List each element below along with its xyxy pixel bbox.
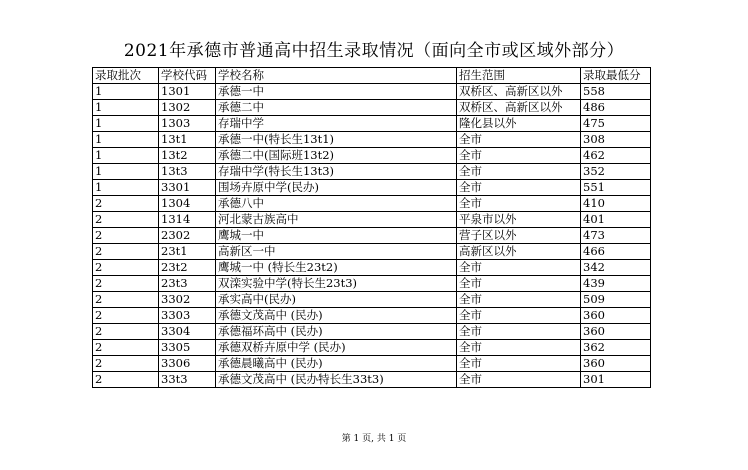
table-row xyxy=(93,292,651,308)
cell-enroll-range: 全市 xyxy=(457,260,581,276)
column-header-min-score: 录取最低分 xyxy=(581,68,651,84)
cell-enroll-range: 双桥区、高新区以外 xyxy=(457,84,581,100)
cell-school-name: 承德福环高中 (民办) xyxy=(216,324,457,340)
table-header-row xyxy=(93,68,651,84)
table-row xyxy=(93,324,651,340)
cell-school-code: 1304 xyxy=(159,196,216,212)
cell-school-name: 鹰城一中 xyxy=(216,228,457,244)
table-row xyxy=(93,244,651,260)
cell-enroll-range: 全市 xyxy=(457,196,581,212)
cell-min-score: 360 xyxy=(581,356,651,372)
cell-min-score: 352 xyxy=(581,164,651,180)
table-row xyxy=(93,212,651,228)
cell-school-code: 23t1 xyxy=(159,244,216,260)
column-header-school-name: 学校名称 xyxy=(216,68,457,84)
cell-enroll-range: 全市 xyxy=(457,308,581,324)
cell-enroll-range: 全市 xyxy=(457,340,581,356)
table-body xyxy=(93,68,651,388)
cell-enroll-range: 全市 xyxy=(457,276,581,292)
cell-min-score: 301 xyxy=(581,372,651,388)
cell-school-code: 13t3 xyxy=(159,164,216,180)
cell-min-score: 486 xyxy=(581,100,651,116)
cell-school-code: 13t1 xyxy=(159,132,216,148)
cell-school-name: 双滦实验中学(特长生23t3) xyxy=(216,276,457,292)
cell-batch: 1 xyxy=(93,84,159,100)
table-row xyxy=(93,372,651,388)
cell-min-score: 401 xyxy=(581,212,651,228)
table-row xyxy=(93,228,651,244)
cell-enroll-range: 全市 xyxy=(457,180,581,196)
cell-batch: 1 xyxy=(93,132,159,148)
cell-batch: 2 xyxy=(93,308,159,324)
table-row xyxy=(93,148,651,164)
cell-school-name: 围场卉原中学(民办) xyxy=(216,180,457,196)
cell-school-code: 3301 xyxy=(159,180,216,196)
cell-batch: 2 xyxy=(93,212,159,228)
cell-min-score: 360 xyxy=(581,324,651,340)
table-row xyxy=(93,180,651,196)
cell-enroll-range: 营子区以外 xyxy=(457,228,581,244)
cell-min-score: 473 xyxy=(581,228,651,244)
cell-enroll-range: 隆化县以外 xyxy=(457,116,581,132)
cell-batch: 2 xyxy=(93,276,159,292)
cell-enroll-range: 全市 xyxy=(457,372,581,388)
cell-school-name: 河北蒙古族高中 xyxy=(216,212,457,228)
cell-school-name: 鹰城一中 (特长生23t2) xyxy=(216,260,457,276)
cell-batch: 2 xyxy=(93,372,159,388)
cell-school-name: 承德文茂高中 (民办特长生33t3) xyxy=(216,372,457,388)
table-row xyxy=(93,100,651,116)
cell-school-code: 3305 xyxy=(159,340,216,356)
cell-school-code: 1303 xyxy=(159,116,216,132)
cell-min-score: 439 xyxy=(581,276,651,292)
column-header-enroll-range: 招生范围 xyxy=(457,68,581,84)
table-row xyxy=(93,164,651,180)
cell-school-code: 13t2 xyxy=(159,148,216,164)
cell-min-score: 360 xyxy=(581,308,651,324)
cell-school-name: 存瑞中学 xyxy=(216,116,457,132)
cell-school-name: 承德文茂高中 (民办) xyxy=(216,308,457,324)
table-row xyxy=(93,196,651,212)
cell-school-code: 33t3 xyxy=(159,372,216,388)
page-footer: 第 1 页, 共 1 页 xyxy=(341,434,407,444)
cell-batch: 1 xyxy=(93,148,159,164)
table-row xyxy=(93,116,651,132)
cell-min-score: 475 xyxy=(581,116,651,132)
cell-enroll-range: 平泉市以外 xyxy=(457,212,581,228)
cell-min-score: 362 xyxy=(581,340,651,356)
cell-enroll-range: 全市 xyxy=(457,148,581,164)
cell-enroll-range: 全市 xyxy=(457,356,581,372)
cell-batch: 1 xyxy=(93,164,159,180)
cell-school-code: 1301 xyxy=(159,84,216,100)
admission-table xyxy=(92,67,651,388)
cell-min-score: 342 xyxy=(581,260,651,276)
cell-enroll-range: 全市 xyxy=(457,324,581,340)
cell-school-code: 23t3 xyxy=(159,276,216,292)
table-row xyxy=(93,276,651,292)
cell-batch: 2 xyxy=(93,340,159,356)
cell-school-code: 23t2 xyxy=(159,260,216,276)
cell-school-name: 承德八中 xyxy=(216,196,457,212)
cell-min-score: 558 xyxy=(581,84,651,100)
cell-enroll-range: 全市 xyxy=(457,164,581,180)
cell-enroll-range: 高新区以外 xyxy=(457,244,581,260)
cell-batch: 2 xyxy=(93,260,159,276)
cell-batch: 2 xyxy=(93,228,159,244)
table-row xyxy=(93,356,651,372)
table-row xyxy=(93,308,651,324)
cell-batch: 2 xyxy=(93,244,159,260)
table-row xyxy=(93,260,651,276)
cell-school-code: 3304 xyxy=(159,324,216,340)
cell-min-score: 551 xyxy=(581,180,651,196)
cell-batch: 2 xyxy=(93,356,159,372)
table-row xyxy=(93,84,651,100)
cell-batch: 1 xyxy=(93,100,159,116)
column-header-batch: 录取批次 xyxy=(93,68,159,84)
cell-batch: 1 xyxy=(93,180,159,196)
cell-school-code: 3303 xyxy=(159,308,216,324)
column-header-school-code: 学校代码 xyxy=(159,68,216,84)
cell-batch: 2 xyxy=(93,324,159,340)
cell-min-score: 410 xyxy=(581,196,651,212)
cell-min-score: 308 xyxy=(581,132,651,148)
cell-batch: 2 xyxy=(93,292,159,308)
cell-school-name: 承德二中(国际班13t2) xyxy=(216,148,457,164)
cell-school-name: 承德双桥卉原中学 (民办) xyxy=(216,340,457,356)
table-row xyxy=(93,340,651,356)
cell-school-name: 高新区一中 xyxy=(216,244,457,260)
cell-school-name: 承德二中 xyxy=(216,100,457,116)
cell-school-code: 1302 xyxy=(159,100,216,116)
cell-school-code: 1314 xyxy=(159,212,216,228)
cell-school-code: 2302 xyxy=(159,228,216,244)
cell-min-score: 466 xyxy=(581,244,651,260)
cell-batch: 2 xyxy=(93,196,159,212)
cell-batch: 1 xyxy=(93,116,159,132)
cell-enroll-range: 全市 xyxy=(457,132,581,148)
cell-school-code: 3302 xyxy=(159,292,216,308)
cell-school-name: 承实高中(民办) xyxy=(216,292,457,308)
cell-school-name: 承德一中 xyxy=(216,84,457,100)
table-row xyxy=(93,132,651,148)
cell-min-score: 509 xyxy=(581,292,651,308)
cell-school-name: 存瑞中学(特长生13t3) xyxy=(216,164,457,180)
cell-enroll-range: 双桥区、高新区以外 xyxy=(457,100,581,116)
cell-min-score: 462 xyxy=(581,148,651,164)
cell-school-code: 3306 xyxy=(159,356,216,372)
page-title: 2021年承德市普通高中招生录取情况（面向全市或区域外部分） xyxy=(123,41,625,61)
cell-school-name: 承德晨曦高中 (民办) xyxy=(216,356,457,372)
cell-enroll-range: 全市 xyxy=(457,292,581,308)
cell-school-name: 承德一中(特长生13t1) xyxy=(216,132,457,148)
